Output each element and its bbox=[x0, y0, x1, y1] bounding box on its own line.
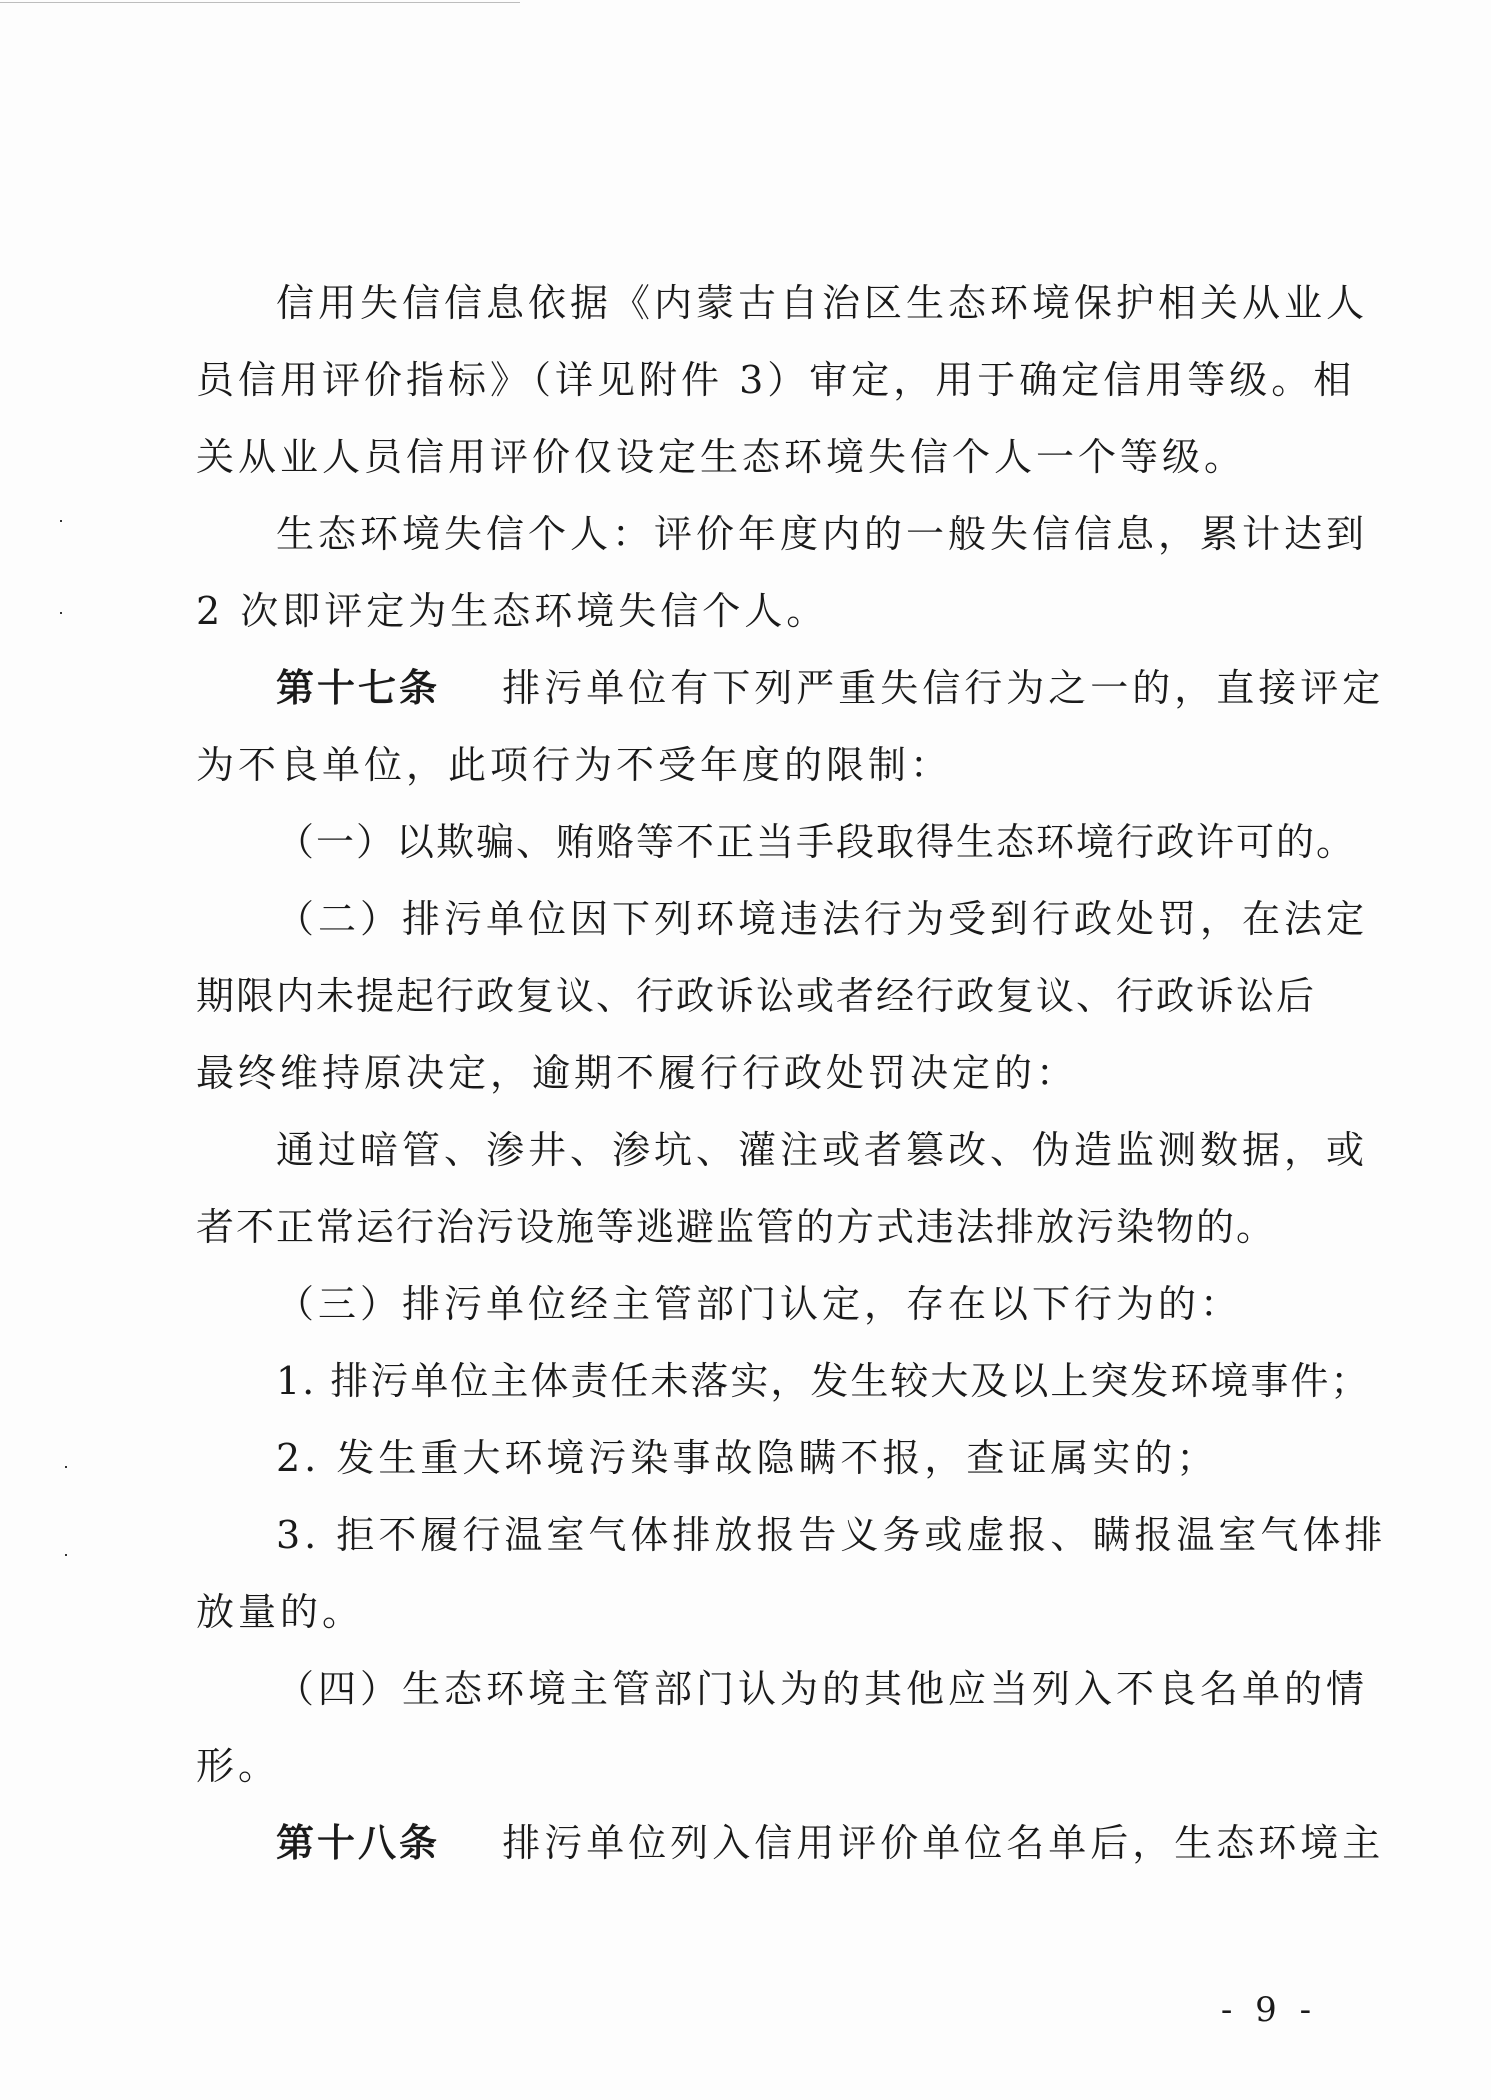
scan-mark bbox=[65, 1554, 67, 1556]
paragraph-line: 为不良单位，此项行为不受年度的限制： bbox=[196, 743, 953, 787]
article-18-heading: 第十八条 bbox=[276, 1820, 441, 1865]
scan-edge-line bbox=[0, 2, 520, 3]
paragraph-line: 通过暗管、渗井、渗坑、灌注或者篡改、伪造监测数据，或 bbox=[276, 1128, 1369, 1172]
scan-mark bbox=[60, 520, 62, 522]
paragraph-line: 2 次即评定为生态环境失信个人。 bbox=[196, 589, 829, 633]
paragraph-line: 放量的。 bbox=[196, 1590, 365, 1634]
paragraph-line: 者不正常运行治污设施等逃避监管的方式违法排放污染物的。 bbox=[196, 1205, 1277, 1249]
paragraph-line: 信用失信信息依据《内蒙古自治区生态环境保护相关从业人 bbox=[276, 281, 1369, 325]
paragraph-line: （四）生态环境主管部门认为的其他应当列入不良名单的情 bbox=[276, 1667, 1369, 1711]
list-item: 2. 发生重大环境污染事故隐瞒不报，查证属实的； bbox=[276, 1436, 1219, 1480]
paragraph-line: 员信用评价指标》（详见附件 3）审定，用于确定信用等级。相 bbox=[196, 358, 1356, 402]
paragraph-line: （三）排污单位经主管部门认定，存在以下行为的： bbox=[276, 1282, 1243, 1326]
paragraph-line: 生态环境失信个人：评价年度内的一般失信信息，累计达到 bbox=[276, 512, 1369, 556]
article-18-text: 排污单位列入信用评价单位名单后，生态环境主 bbox=[502, 1821, 1385, 1865]
article-18-line bbox=[276, 1808, 1384, 1878]
article-17-line bbox=[276, 653, 1384, 723]
paragraph-line: 最终维持原决定，逾期不履行行政处罚决定的： bbox=[196, 1051, 1079, 1095]
paragraph-line: 期限内未提起行政复议、行政诉讼或者经行政复议、行政诉讼后 bbox=[196, 974, 1317, 1018]
paragraph-line: 关从业人员信用评价仅设定生态环境失信个人一个等级。 bbox=[196, 435, 1247, 479]
page-number: - 9 - bbox=[1220, 1990, 1318, 2030]
article-17-heading: 第十七条 bbox=[276, 665, 441, 710]
list-item: 3. 拒不履行温室气体排放报告义务或虚报、瞒报温室气体排 bbox=[276, 1513, 1387, 1557]
scan-mark bbox=[60, 612, 62, 614]
scan-mark bbox=[65, 1466, 67, 1468]
list-item: 1. 排污单位主体责任未落实，发生较大及以上突发环境事件； bbox=[276, 1359, 1371, 1403]
paragraph-line: （二）排污单位因下列环境违法行为受到行政处罚，在法定 bbox=[276, 897, 1369, 941]
paragraph-line: （一）以欺骗、贿赂等不正当手段取得生态环境行政许可的。 bbox=[276, 820, 1357, 864]
paragraph-line: 形。 bbox=[196, 1744, 281, 1788]
article-17-text: 排污单位有下列严重失信行为之一的，直接评定 bbox=[502, 666, 1385, 710]
